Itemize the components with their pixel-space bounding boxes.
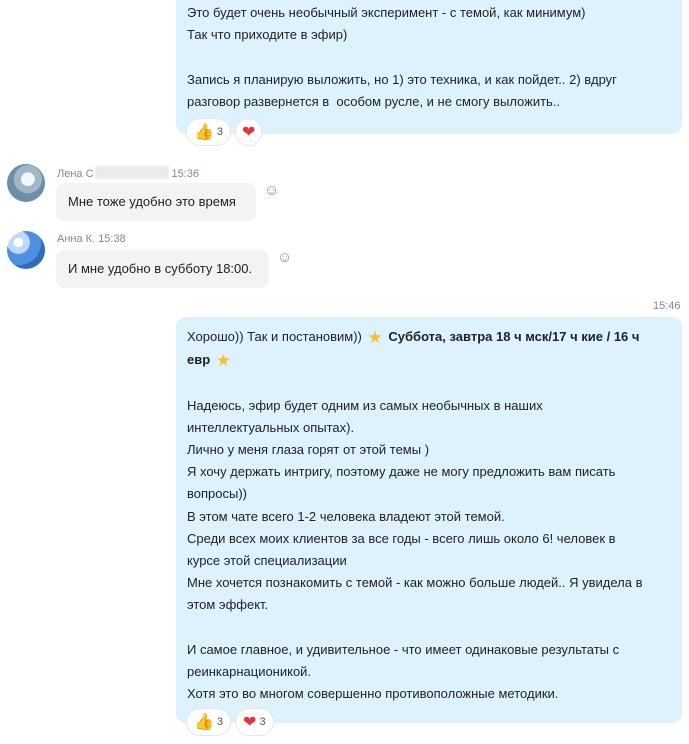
reactions-main <box>186 708 274 736</box>
reaction-thumbs-up[interactable] <box>186 118 231 146</box>
message-line: Мне хочется познакомить с темой - как можно больше людей.. Я увидела в <box>187 575 643 591</box>
message-line: реинкарнационикой. <box>187 664 312 680</box>
message-line <box>187 617 671 639</box>
avatar[interactable] <box>7 164 45 202</box>
message-bubble-incoming[interactable] <box>56 183 256 221</box>
message-line <box>187 349 671 372</box>
message-line: Среди всех моих клиентов за все годы - всего лишь около 6! человек в <box>187 530 616 546</box>
message-bubble-outgoing-main[interactable] <box>176 317 682 723</box>
reaction-heart[interactable] <box>235 118 262 146</box>
message-line <box>187 46 671 68</box>
message-bubble-outgoing-top[interactable] <box>176 0 682 134</box>
message-bold: Суббота, завтра 18 ч мск/17 ч кие / 16 ч <box>388 329 640 344</box>
thumbs-up-icon: 👍 <box>194 714 214 731</box>
message-line: В этом чате всего 1-2 человека владеют этой темой. <box>187 508 505 524</box>
message-line: Запись я планирую выложить, но 1) это техника, и как пойдет.. 2) вдруг <box>187 71 617 87</box>
sender-line <box>57 233 126 245</box>
message-line: И самое главное, и удивительное - что имеет одинаковые результаты с <box>187 641 620 657</box>
star-icon: ★ <box>215 351 232 371</box>
blurred-surname <box>95 166 169 179</box>
message-line: Надеюсь, эфир будет одним из самых необычных в наших <box>187 397 543 413</box>
message-line: разговор развернется в особом русле, и не смогу выложить.. <box>187 93 561 109</box>
message-line: Так что приходите в эфир) <box>187 27 348 43</box>
message-time: 15:36 <box>171 168 200 180</box>
heart-icon: ❤ <box>243 714 257 731</box>
heart-icon: ❤ <box>242 124 256 141</box>
message-line: Лично у меня глаза горят от этой темы ) <box>187 442 430 458</box>
message-timestamp: 15:46 <box>653 300 681 312</box>
add-reaction-icon[interactable]: ☺ <box>264 182 280 199</box>
sender-line <box>57 166 199 180</box>
message-line: курсе этой специализации <box>187 553 347 569</box>
message-lead: Хорошо)) Так и постановим)) <box>187 329 362 344</box>
star-icon: ★ <box>367 328 383 347</box>
message-line: Я хочу держать интригу, поэтому даже не могу предложить вам писать <box>187 464 616 480</box>
reaction-heart[interactable] <box>235 708 274 736</box>
message-line: этом эффект. <box>187 597 269 613</box>
message-line: Хотя это во многом совершенно противоположные методики. <box>187 686 559 702</box>
reaction-thumbs-up[interactable] <box>186 708 231 736</box>
message-line: вопросы)) <box>187 486 247 502</box>
sender-name[interactable]: Анна К. <box>57 233 96 245</box>
message-line <box>187 326 671 349</box>
add-reaction-icon[interactable]: ☺ <box>277 249 293 266</box>
sender-name[interactable]: Лена С <box>57 168 94 180</box>
message-text: И мне удобно в субботу 18:00. <box>68 261 253 276</box>
message-bold: евр <box>187 352 211 368</box>
thumbs-up-icon: 👍 <box>194 124 214 141</box>
message-line: Это будет очень необычный эксперимент - с темой, как минимум) <box>187 5 586 20</box>
message-bubble-incoming[interactable] <box>56 250 269 288</box>
message-line <box>187 372 671 394</box>
reaction-count: 3 <box>259 716 266 728</box>
reactions-top <box>186 118 262 146</box>
message-line: интеллектуальных опытах). <box>187 419 355 435</box>
reaction-count: 3 <box>216 716 224 728</box>
reaction-count: 3 <box>216 126 224 138</box>
message-time: 15:38 <box>98 233 126 245</box>
avatar[interactable] <box>7 231 45 269</box>
message-text: Мне тоже удобно это время <box>68 194 236 209</box>
